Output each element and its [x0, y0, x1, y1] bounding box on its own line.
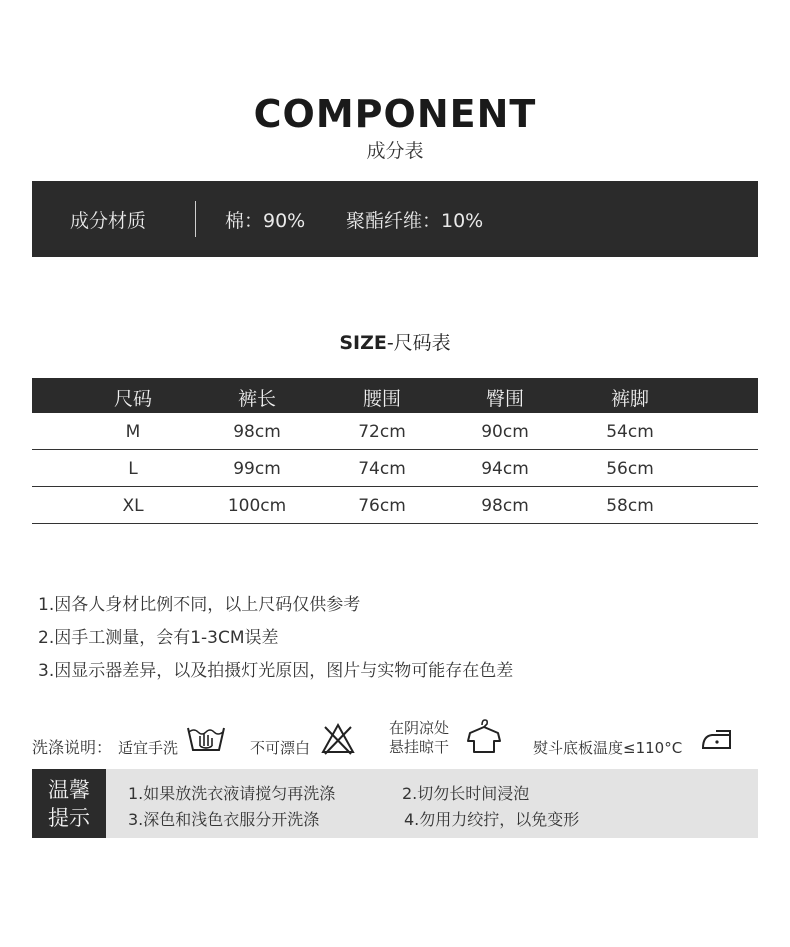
size-title	[0, 328, 790, 355]
table-cell: L	[128, 459, 138, 479]
material-polyester: 聚酯纤维：10%	[346, 210, 484, 232]
care-instructions	[32, 716, 758, 766]
size-table	[32, 378, 758, 524]
table-cell: 76cm	[358, 496, 406, 516]
header-size: 尺码	[113, 388, 152, 410]
table-cell: 54cm	[606, 422, 654, 442]
table-cell: 56cm	[606, 459, 654, 479]
no-bleach-icon	[320, 722, 356, 756]
table-cell: 99cm	[233, 459, 281, 479]
hang-dry-icon	[464, 717, 504, 755]
table-cell: 90cm	[481, 422, 529, 442]
table-cell: M	[125, 422, 141, 442]
material-label: 成分材质	[70, 210, 147, 232]
iron-text: 熨斗底板温度≤110°C	[533, 739, 683, 757]
note-item: 1.因各人身材比例不同，以上尺码仅供参考	[38, 595, 361, 615]
tip-item: 3.深色和浅色衣服分开洗涤	[128, 810, 320, 829]
table-row	[32, 487, 758, 524]
tips-tag	[32, 769, 106, 838]
size-notes	[38, 590, 513, 689]
header-waist: 腰围	[362, 388, 401, 410]
table-row	[32, 413, 758, 450]
size-title-rest: -尺码表	[386, 332, 451, 354]
table-cell: 94cm	[481, 459, 529, 479]
note-item: 3.因显示器差异，以及拍摄灯光原因，图片与实物可能存在色差	[38, 661, 514, 681]
table-cell: 98cm	[233, 422, 281, 442]
table-cell: 72cm	[358, 422, 406, 442]
header-hem: 裤脚	[610, 388, 649, 410]
table-cell: 100cm	[227, 496, 287, 516]
tips-tag-line1: 温馨	[48, 778, 90, 802]
tips-panel	[32, 769, 758, 838]
tip-item: 1.如果放洗衣液请搅匀再洗涤	[128, 784, 336, 803]
page-subtitle: 成分表	[366, 140, 424, 162]
table-cell: 74cm	[358, 459, 406, 479]
table-cell: XL	[122, 496, 144, 516]
iron-icon	[700, 728, 734, 752]
size-table-header	[32, 378, 758, 413]
tip-item: 2.切勿长时间浸泡	[402, 784, 530, 803]
tip-item: 4.勿用力绞拧，以免变形	[404, 810, 580, 829]
note-item: 2.因手工测量，会有1-3CM误差	[38, 628, 279, 648]
page-title: COMPONENT	[253, 92, 537, 136]
header-hip: 臀围	[485, 388, 524, 410]
tips-tag-line2: 提示	[48, 806, 90, 830]
dry-text-line2: 悬挂晾干	[389, 738, 450, 756]
hand-wash-icon	[186, 722, 226, 756]
size-title-bold: SIZE	[339, 332, 387, 354]
hand-wash-text: 适宜手洗	[118, 739, 179, 757]
table-cell: 98cm	[481, 496, 529, 516]
table-row	[32, 450, 758, 487]
material-cotton: 棉：90%	[225, 210, 306, 232]
care-label: 洗涤说明：	[32, 738, 113, 757]
table-cell: 58cm	[606, 496, 654, 516]
header-length: 裤长	[237, 388, 276, 410]
no-bleach-text: 不可漂白	[250, 739, 311, 757]
material-bar	[32, 181, 758, 257]
dry-text-line1: 在阴凉处	[389, 719, 450, 737]
material-divider	[195, 201, 196, 237]
